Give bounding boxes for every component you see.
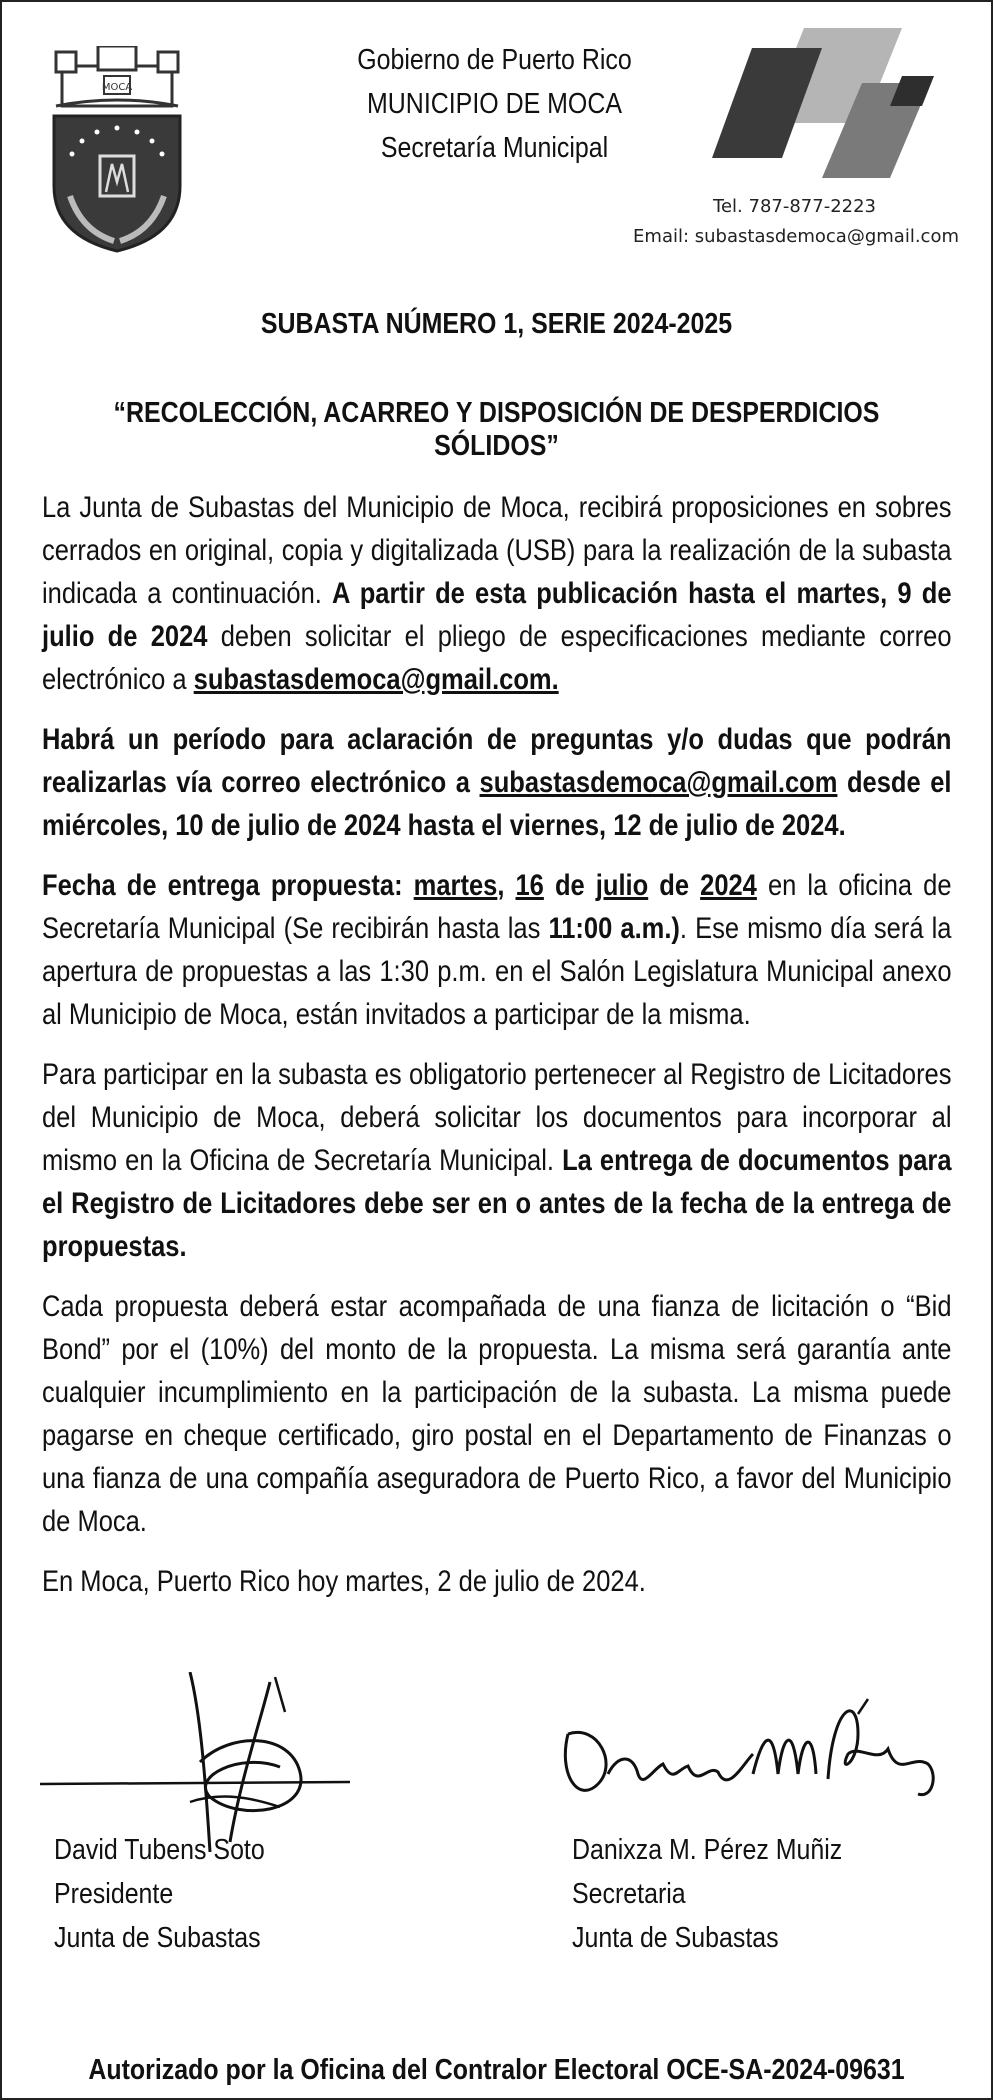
p1-deadline: A partir de esta publicación hasta el martes, 9 de julio de 2024 xyxy=(42,577,952,653)
signature-danixza-perez xyxy=(558,1694,948,1814)
paragraph-invitation xyxy=(42,486,952,701)
seal-label: MOCA xyxy=(101,82,133,93)
paragraph-bid-bond: Cada propuesta deberá estar acompañada de una fianza de licitación o “Bid Bond” por el (10%) del monto de la propuesta. La misma será garantía ante cualquier incumplimiento en la participación de la subasta. La misma puede pagarse en cheque certificado, giro postal en el Departamento de Finanzas o una fianza de una compañía aseguradora de Puerto Rico, a favor del Municipio de Moca. xyxy=(42,1290,952,1538)
auction-subject-title: “RECOLECCIÓN, ACARREO Y DISPOSICIÓN DE DESPERDICIOS SÓLIDOS” xyxy=(113,397,880,462)
municipal-seal-icon xyxy=(42,46,192,256)
contact-info xyxy=(633,192,959,252)
paragraph-registry xyxy=(42,1053,952,1268)
gov-line-3: Secretaría Municipal xyxy=(380,132,609,164)
p1-text: La Junta de Subastas del Municipio de Moca, recibirá proposiciones en sobres cerrados en original, copia y digitalizada (USB) para la realización de la subasta indicada a continuación. xyxy=(42,491,952,610)
p4-bold: La entrega de documentos para el Registro de Licitadores debe ser en o antes de la fecha de la entrega de propuestas. xyxy=(42,1144,952,1263)
signature-david-tubens xyxy=(40,1672,400,1852)
signatory-right-name: Danixza M. Pérez Muñiz xyxy=(572,1834,843,1866)
p2-text-2: desde el miércoles, 10 de julio de 2024 hasta el viernes, 12 de julio de 2024. xyxy=(42,766,952,842)
authorization-footer: Autorizado por la Oficina del Contralor Electoral OCE-SA-2024-09631 xyxy=(88,2054,905,2086)
p1-text-2: deben solicitar el pliego de especificaciones mediante correo electrónico a xyxy=(42,620,952,696)
signatory-right xyxy=(572,1828,842,1960)
signatory-left-org: Junta de Subastas xyxy=(54,1922,261,1954)
p3-year: 2024 xyxy=(700,869,757,902)
government-heading xyxy=(303,38,686,170)
p3-day: martes xyxy=(413,869,498,902)
p3-label: Fecha de entrega propuesta: xyxy=(42,869,414,902)
paragraph-delivery-date xyxy=(42,864,952,1036)
p3-num: 16 xyxy=(515,869,544,902)
gov-line-1: Gobierno de Puerto Rico xyxy=(357,44,632,76)
signatures xyxy=(2,1672,991,1972)
p3-time: 11:00 a.m.) xyxy=(548,912,680,945)
paragraph-questions-period xyxy=(42,718,952,847)
secretaria-logo-icon xyxy=(712,28,942,178)
signatory-right-org: Junta de Subastas xyxy=(572,1922,779,1954)
p3-de-1: de xyxy=(543,869,596,902)
signatory-left-name: David Tubens Soto xyxy=(54,1834,265,1866)
p3-de-2: de xyxy=(648,869,701,902)
paragraph-date-place: En Moca, Puerto Rico hoy martes, 2 de julio de 2024. xyxy=(42,1565,646,1598)
gov-line-2: MUNICIPIO DE MOCA xyxy=(367,88,622,120)
notice-body xyxy=(42,486,952,1620)
p3-comma: , xyxy=(497,869,516,902)
header xyxy=(2,2,991,292)
p3-text-2: . Ese mismo día será la apertura de propuestas a las 1:30 p.m. en el Salón Legislatura Municipal anexo al Municipio de Moca, están invitados a participar de la misma. xyxy=(42,912,952,1031)
email-contact: Email: subastasdemoca@gmail.com xyxy=(633,226,959,247)
signatory-left xyxy=(54,1828,265,1960)
p4-text: Para participar en la subasta es obligatorio pertenecer al Registro de Licitadores del Municipio de Moca, deberá solicitar los documentos para incorporar al mismo en la Oficina de Secretaría Municipal. xyxy=(42,1058,952,1177)
p3-text: en la oficina de Secretaría Municipal (Se recibirán hasta las xyxy=(42,869,952,945)
p2-email-link[interactable]: subastasdemoca@gmail.com xyxy=(479,766,838,799)
phone-number: Tel. 787-877-2223 xyxy=(713,196,876,217)
auction-number-title: SUBASTA NÚMERO 1, SERIE 2024-2025 xyxy=(260,308,733,340)
p1-email-link[interactable]: subastasdemoca@gmail.com. xyxy=(193,663,559,696)
p2-text: Habrá un período para aclaración de preguntas y/o dudas que podrán realizarlas vía correo electrónico a xyxy=(42,723,952,799)
signatory-left-role: Presidente xyxy=(54,1878,174,1910)
signatory-right-role: Secretaria xyxy=(572,1878,686,1910)
p3-month: julio xyxy=(595,869,649,902)
